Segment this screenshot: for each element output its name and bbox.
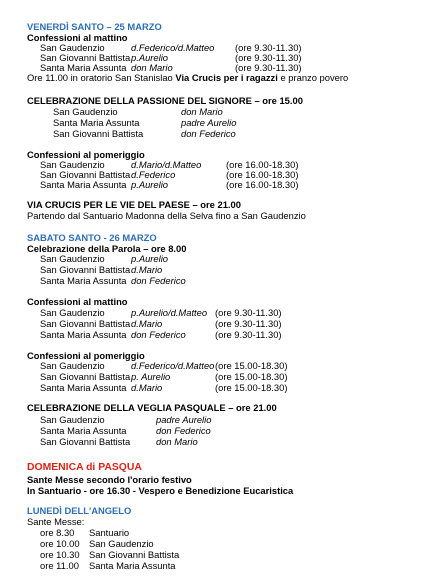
friday-via-crucis-note: Partendo dal Santuario Madonna della Selva fino a San Gaudenzio [27, 210, 306, 221]
time: (ore 9.30-11.30) [235, 52, 302, 63]
church: San Gaudenzio [53, 106, 118, 117]
church: San Gaudenzio [40, 360, 105, 371]
monday-label: Sante Messe: [27, 516, 85, 527]
church: Santa Maria Assunta [40, 179, 127, 190]
priest: don Federico [131, 275, 186, 286]
priest: padre Aurelio [156, 414, 212, 425]
time: (ore 15.00-18.30) [215, 360, 288, 371]
friday-title: VENERDÌ SANTO – 25 MARZO [27, 21, 162, 32]
time: (ore 16.00-18.30) [226, 159, 299, 170]
priest: don Mario [131, 62, 173, 73]
priest: d.Mario [131, 264, 163, 275]
priest: don Federico [156, 425, 211, 436]
priest: p.Aurelio/d.Matteo [131, 307, 208, 318]
saturday-confessions-morning-heading: Confessioni al mattino [27, 296, 128, 307]
mass-church: Santuario [89, 527, 130, 538]
priest: don Federico [181, 128, 236, 139]
church: San Gaudenzio [40, 307, 105, 318]
church: San Giovanni Battista [40, 52, 131, 63]
priest: d.Federico [131, 169, 176, 180]
church: Santa Maria Assunta [40, 275, 127, 286]
mass-time: ore 8.30 [40, 527, 75, 538]
time: (ore 9.30-11.30) [215, 307, 282, 318]
note-suffix: e pranzo povero [277, 72, 349, 83]
via-crucis-ragazzi-note [27, 72, 348, 83]
church: San Giovanni Battista [53, 128, 144, 139]
easter-line1: Sante Messe secondo l'orario festivo [27, 474, 192, 485]
time: (ore 9.30-11.30) [215, 329, 282, 340]
priest: don Federico [131, 329, 186, 340]
church: San Giovanni Battista [40, 169, 131, 180]
priest: p.Aurelio [131, 179, 169, 190]
time: (ore 16.00-18.30) [226, 179, 299, 190]
church: Santa Maria Assunta [40, 382, 127, 393]
church: San Gaudenzio [40, 253, 105, 264]
church: San Giovanni Battista [40, 371, 131, 382]
priest: d.Federico/d.Matteo [131, 42, 215, 53]
time: (ore 16.00-18.30) [226, 169, 299, 180]
priest: p.Aurelio [131, 52, 169, 63]
easter-line2: In Santuario - ore 16.30 - Vespero e Benedizione Eucaristica [27, 485, 294, 496]
church: Santa Maria Assunta [40, 62, 127, 73]
church: San Giovanni Battista [40, 318, 131, 329]
friday-confessions-afternoon-heading: Confessioni al pomeriggio [27, 149, 145, 160]
church: San Gaudenzio [40, 159, 105, 170]
priest: d.Federico/d.Matteo [131, 360, 215, 371]
priest: p. Aurelio [131, 371, 171, 382]
friday-confessions-morning-heading: Confessioni al mattino [27, 32, 128, 43]
mass-time: ore 11.00 [40, 560, 79, 571]
monday-title: LUNEDÌ DELL'ANGELO [27, 505, 132, 516]
priest: d.Mario/d.Matteo [131, 159, 202, 170]
friday-via-crucis-heading: VIA CRUCIS PER LE VIE DEL PAESE – ore 21.00 [27, 199, 241, 210]
saturday-confessions-afternoon-heading: Confessioni al pomeriggio [27, 350, 145, 361]
time: (ore 15.00-18.30) [215, 382, 288, 393]
priest: don Mario [156, 436, 198, 447]
time: (ore 9.30-11.30) [215, 318, 282, 329]
time: (ore 9.30-11.30) [235, 42, 302, 53]
priest: p.Aurelio [131, 253, 169, 264]
mass-time: ore 10.00 [40, 538, 80, 549]
note-prefix: Ore 11.00 in oratorio San Stanislao [27, 72, 176, 83]
time: (ore 15.00-18.30) [215, 371, 288, 382]
saturday-word-heading: Celebrazione della Parola – ore 8.00 [27, 243, 187, 254]
mass-church: San Giovanni Battista [89, 549, 180, 560]
priest: d.Mario [131, 382, 163, 393]
saturday-title: SABATO SANTO - 26 MARZO [27, 232, 157, 243]
note-bold: Via Crucis per i ragazzi [175, 72, 278, 83]
church: San Gaudenzio [40, 42, 105, 53]
priest: don Mario [181, 106, 223, 117]
mass-church: San Gaudenzio [89, 538, 154, 549]
mass-church: Santa Maria Assunta [89, 560, 176, 571]
easter-title: DOMENICA di PASQUA [27, 462, 142, 473]
church: Santa Maria Assunta [40, 329, 127, 340]
priest: d.Mario [131, 318, 163, 329]
church: Santa Maria Assunta [53, 117, 140, 128]
priest: padre Aurelio [181, 117, 237, 128]
church: San Giovanni Battista [40, 436, 131, 447]
friday-passion-heading: CELEBRAZIONE DELLA PASSIONE DEL SIGNORE – ore 15.00 [27, 95, 303, 106]
saturday-vigil-heading: CELEBRAZIONE DELLA VEGLIA PASQUALE – ore 21.00 [27, 402, 277, 413]
mass-time: ore 10.30 [40, 549, 80, 560]
church: San Giovanni Battista [40, 264, 131, 275]
church: San Gaudenzio [40, 414, 105, 425]
church: Santa Maria Assunta [40, 425, 127, 436]
time: (ore 9.30-11.30) [235, 62, 302, 73]
